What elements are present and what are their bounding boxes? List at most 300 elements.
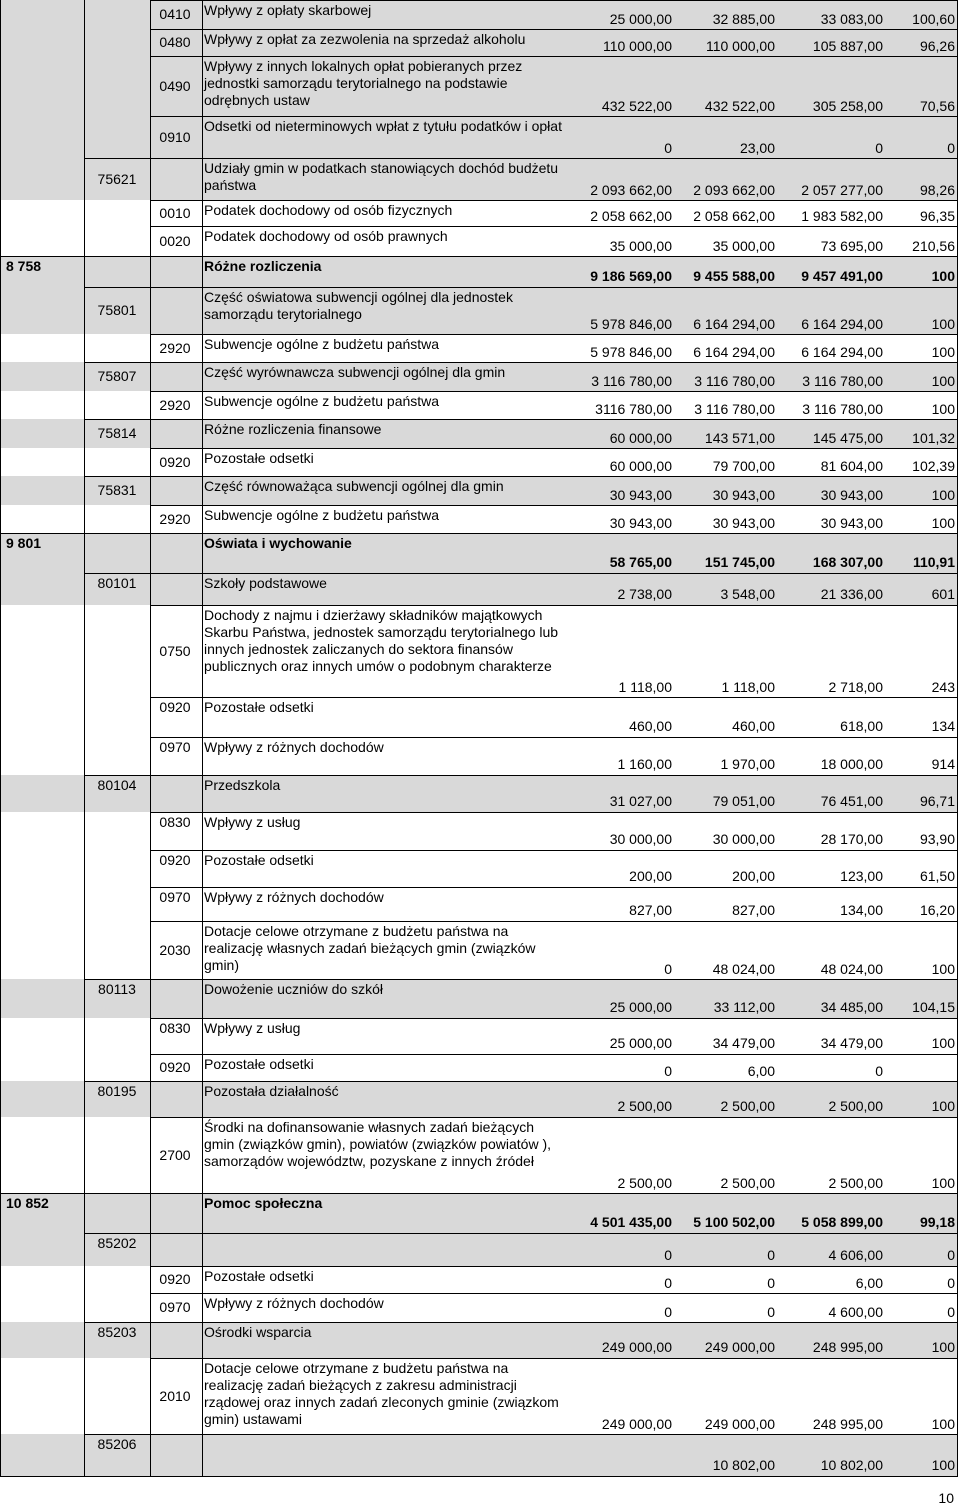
- value-execution: 3 116 780,00: [802, 373, 883, 389]
- value-plan-after-changes: 30 943,00: [712, 487, 775, 503]
- value-percent: 100: [931, 487, 955, 503]
- row-description: Subwencje ogólne z budżetu państwa: [204, 393, 440, 409]
- row-divider: [84, 362, 958, 363]
- value-plan: 249 000,00: [601, 1416, 672, 1432]
- chapter-code: 80101: [97, 575, 137, 591]
- row-description: Udziały gmin w podatkach stanowiących dochód budżetu państwa: [204, 160, 559, 193]
- value-percent: 100,60: [912, 11, 955, 27]
- row-description: Oświata i wychowanie: [204, 535, 352, 551]
- table-row: [0, 775, 958, 812]
- row-divider: [150, 505, 958, 506]
- value-plan: 827,00: [629, 902, 672, 918]
- value-percent: 100: [931, 1416, 955, 1432]
- row-description: Pomoc społeczna: [204, 1195, 323, 1211]
- row-divider: [150, 1358, 958, 1359]
- row-description: Dowożenie uczniów do szkół: [204, 981, 383, 997]
- value-execution: 33 083,00: [820, 11, 883, 27]
- column-divider: [202, 0, 203, 1476]
- value-percent: 110,91: [912, 554, 955, 570]
- row-divider: [150, 56, 958, 57]
- row-description: Wpływy z usług: [204, 814, 301, 830]
- value-execution: 248 995,00: [812, 1339, 883, 1355]
- value-percent: 0: [947, 140, 955, 156]
- value-percent: 0: [947, 1247, 955, 1263]
- value-percent: 99,18: [919, 1214, 955, 1230]
- value-plan: 35 000,00: [609, 238, 672, 254]
- table-row: [0, 391, 958, 419]
- value-plan-after-changes: 151 745,00: [704, 554, 775, 570]
- row-description: Wpływy z różnych dochodów: [204, 1295, 384, 1311]
- value-plan-after-changes: 3 116 780,00: [694, 401, 775, 417]
- value-plan: 3116 780,00: [595, 401, 672, 417]
- value-plan-after-changes: 0: [767, 1275, 775, 1291]
- paragraph-code: 2030: [159, 942, 191, 958]
- value-percent: 243: [931, 679, 955, 695]
- value-plan-after-changes: 3 116 780,00: [694, 373, 775, 389]
- value-percent: 96,35: [919, 208, 955, 224]
- row-divider: [84, 158, 958, 159]
- table-row: [0, 887, 958, 921]
- value-execution: 305 258,00: [812, 98, 883, 114]
- value-plan-after-changes: 35 000,00: [712, 238, 775, 254]
- row-divider: [84, 287, 958, 288]
- chapter-code: 80113: [98, 981, 136, 997]
- paragraph-code: 0920: [159, 1059, 191, 1075]
- section-code: 10 852: [6, 1195, 49, 1211]
- row-description: Pozostałe odsetki: [204, 450, 314, 466]
- value-plan-after-changes: 2 058 662,00: [693, 208, 775, 224]
- row-description: Wpływy z różnych dochodów: [204, 889, 384, 905]
- value-plan-after-changes: 33 112,00: [713, 999, 775, 1015]
- row-divider: [150, 334, 958, 335]
- value-percent: 0: [947, 1304, 955, 1320]
- value-plan: 30 943,00: [609, 515, 672, 531]
- table-row: [0, 226, 958, 256]
- paragraph-code: 0410: [159, 6, 191, 22]
- table-row: [0, 56, 958, 116]
- paragraph-code: 0830: [159, 814, 191, 830]
- row-divider: [0, 533, 958, 534]
- value-execution: 6,00: [855, 1275, 883, 1291]
- value-execution: 30 943,00: [820, 515, 883, 531]
- value-execution: 2 500,00: [828, 1098, 883, 1114]
- value-plan-after-changes: 1 118,00: [721, 679, 775, 695]
- value-percent: 100: [931, 268, 955, 284]
- paragraph-code: 0010: [159, 205, 191, 221]
- value-execution: 145 475,00: [812, 430, 883, 446]
- value-percent: 210,56: [912, 238, 955, 254]
- table-row: [0, 29, 958, 56]
- row-divider: [150, 605, 958, 606]
- paragraph-code: 2700: [159, 1147, 191, 1163]
- value-plan-after-changes: 30 000,00: [712, 831, 775, 847]
- value-percent: 104,15: [912, 999, 955, 1015]
- value-plan: 1 160,00: [617, 756, 672, 772]
- value-percent: 98,26: [919, 182, 955, 198]
- value-plan: 25 000,00: [609, 999, 672, 1015]
- value-percent: 100: [931, 1035, 955, 1051]
- value-plan: 31 027,00: [609, 793, 672, 809]
- table-bottom-border: [0, 1476, 958, 1477]
- row-description: Dotacje celowe otrzymane z budżetu państwa na realizację zadań bieżących z zakresu administracji rządowej oraz innych zadań zleconych gminie (związkom gmin) ustawami: [204, 1360, 559, 1427]
- table-row: [0, 1233, 958, 1266]
- value-plan-after-changes: 432 522,00: [704, 98, 775, 114]
- value-plan-after-changes: 249 000,00: [704, 1416, 775, 1432]
- paragraph-code: 2920: [159, 397, 191, 413]
- value-plan-after-changes: 2 093 662,00: [693, 182, 775, 198]
- table-row: [0, 158, 958, 200]
- value-execution: 73 695,00: [820, 238, 883, 254]
- value-execution: 134,00: [840, 902, 883, 918]
- chapter-code: 85202: [97, 1235, 137, 1251]
- value-plan-after-changes: 48 024,00: [712, 961, 775, 977]
- value-plan: 25 000,00: [609, 11, 672, 27]
- value-execution: 30 943,00: [820, 487, 883, 503]
- table-row: [0, 573, 958, 605]
- value-percent: 61,50: [919, 868, 955, 884]
- table-row: [0, 1117, 958, 1193]
- row-description: Subwencje ogólne z budżetu państwa: [204, 336, 440, 352]
- value-plan: 249 000,00: [601, 1339, 672, 1355]
- value-execution: 34 485,00: [820, 999, 883, 1015]
- value-percent: 16,20: [919, 902, 955, 918]
- value-plan: 30 000,00: [609, 831, 672, 847]
- value-plan: 5 978 846,00: [590, 316, 672, 332]
- paragraph-code: 0970: [159, 889, 191, 905]
- row-divider: [150, 226, 958, 227]
- value-execution: 2 718,00: [828, 679, 883, 695]
- value-percent: 96,26: [919, 38, 955, 54]
- row-divider: [84, 573, 958, 574]
- value-plan-after-changes: 143 571,00: [704, 430, 775, 446]
- value-execution: 21 336,00: [820, 586, 883, 602]
- chapter-code: 75801: [97, 302, 137, 318]
- table-row: [0, 533, 958, 573]
- row-divider: [150, 697, 958, 698]
- value-plan: 30 943,00: [609, 487, 672, 503]
- value-execution: 2 500,00: [828, 1175, 883, 1191]
- table-row: [0, 0, 958, 29]
- row-description: Wpływy z różnych dochodów: [204, 739, 384, 755]
- table-row: [0, 448, 958, 476]
- value-execution: 168 307,00: [812, 554, 883, 570]
- value-plan-after-changes: 200,00: [732, 868, 775, 884]
- value-percent: 100: [931, 1457, 955, 1473]
- chapter-code: 75814: [97, 425, 137, 441]
- table-row: [0, 1054, 958, 1081]
- paragraph-code: 2010: [159, 1388, 191, 1404]
- value-execution: 6 164 294,00: [801, 344, 883, 360]
- paragraph-code: 0920: [159, 699, 191, 715]
- value-plan-after-changes: 2 500,00: [720, 1098, 775, 1114]
- value-plan: 0: [664, 1275, 672, 1291]
- value-plan: 58 765,00: [609, 554, 672, 570]
- value-plan: 0: [664, 1247, 672, 1263]
- value-percent: 100: [931, 1175, 955, 1191]
- value-plan-after-changes: 9 455 588,00: [693, 268, 775, 284]
- value-percent: 100: [931, 1339, 955, 1355]
- value-percent: 96,71: [919, 793, 955, 809]
- chapter-code: 85203: [97, 1324, 137, 1340]
- value-plan: 2 500,00: [617, 1098, 672, 1114]
- paragraph-code: 0910: [159, 129, 191, 145]
- table-row: [0, 697, 958, 737]
- table-row: [0, 812, 958, 850]
- table-row: [0, 116, 958, 158]
- value-plan-after-changes: 79 051,00: [712, 793, 775, 809]
- value-percent: 100: [931, 961, 955, 977]
- row-divider: [150, 0, 958, 1]
- row-description: Pozostała działalność: [204, 1083, 339, 1099]
- section-code: 8 758: [6, 258, 42, 274]
- value-plan: 2 093 662,00: [590, 182, 672, 198]
- value-plan-after-changes: 79 700,00: [712, 458, 775, 474]
- value-plan: 5 978 846,00: [590, 344, 672, 360]
- row-description: Środki na dofinansowanie własnych zadań bieżących gmin (związków gmin), powiatów (związków powiatów ), samorządów województw, pozyskane z innych źródeł: [204, 1119, 551, 1169]
- row-divider: [150, 1293, 958, 1294]
- row-divider: [150, 887, 958, 888]
- value-plan: 0: [664, 961, 672, 977]
- table-row: [0, 1358, 958, 1434]
- row-divider: [84, 1322, 958, 1323]
- value-percent: 100: [931, 515, 955, 531]
- paragraph-code: 0970: [159, 1299, 191, 1315]
- value-plan-after-changes: 10 802,00: [712, 1457, 775, 1473]
- value-execution: 2 057 277,00: [801, 182, 883, 198]
- row-description: Subwencje ogólne z budżetu państwa: [204, 507, 440, 523]
- value-percent: 101,32: [912, 430, 955, 446]
- paragraph-code: 0490: [159, 78, 191, 94]
- value-plan-after-changes: 6 164 294,00: [693, 316, 775, 332]
- value-percent: 100: [931, 316, 955, 332]
- table-row: [0, 287, 958, 334]
- row-description: Wpływy z opłaty skarbowej: [204, 2, 372, 18]
- chapter-code: 80104: [97, 777, 137, 793]
- paragraph-code: 0920: [159, 1271, 191, 1287]
- value-execution: 9 457 491,00: [801, 268, 883, 284]
- row-divider: [150, 116, 958, 117]
- paragraph-code: 0750: [159, 643, 191, 659]
- chapter-code: 85206: [97, 1436, 137, 1452]
- row-description: Różne rozliczenia finansowe: [204, 421, 382, 437]
- paragraph-code: 2920: [159, 511, 191, 527]
- value-execution: 618,00: [840, 718, 883, 734]
- table-row: [0, 1081, 958, 1117]
- column-divider: [0, 0, 1, 1476]
- value-execution: 0: [875, 1063, 883, 1079]
- value-plan-after-changes: 23,00: [739, 140, 775, 156]
- value-execution: 123,00: [840, 868, 883, 884]
- row-divider: [150, 29, 958, 30]
- column-divider: [84, 0, 85, 1476]
- row-divider: [150, 1117, 958, 1118]
- row-description: Różne rozliczenia: [204, 258, 322, 274]
- row-description: Podatek dochodowy od osób fizycznych: [204, 202, 453, 218]
- value-plan: 432 522,00: [601, 98, 672, 114]
- value-percent: 601: [931, 586, 955, 602]
- row-divider: [150, 737, 958, 738]
- row-divider: [0, 1193, 958, 1194]
- value-plan: 60 000,00: [609, 430, 672, 446]
- row-description: Wpływy z opłat za zezwolenia na sprzedaż alkoholu: [204, 31, 526, 47]
- row-description: Przedszkola: [204, 777, 281, 793]
- row-divider: [150, 1266, 958, 1267]
- row-description: Podatek dochodowy od osób prawnych: [204, 228, 448, 244]
- row-description: Wpływy z usług: [204, 1020, 301, 1036]
- row-divider: [150, 1018, 958, 1019]
- table-row: [0, 605, 958, 697]
- paragraph-code: 0920: [159, 454, 191, 470]
- value-plan: 460,00: [629, 718, 672, 734]
- value-plan-after-changes: 6,00: [747, 1063, 775, 1079]
- value-plan: 200,00: [629, 868, 672, 884]
- value-plan-after-changes: 460,00: [732, 718, 775, 734]
- table-row: [0, 419, 958, 448]
- value-execution: 76 451,00: [820, 793, 883, 809]
- row-description: Część oświatowa subwencji ogólnej dla jednostek samorządu terytorialnego: [204, 289, 513, 322]
- value-percent: 0: [947, 1275, 955, 1291]
- value-percent: 134: [931, 718, 955, 734]
- value-plan-after-changes: 249 000,00: [704, 1339, 775, 1355]
- paragraph-code: 0480: [159, 34, 191, 50]
- chapter-code: 75621: [97, 171, 137, 187]
- row-divider: [0, 256, 958, 257]
- value-percent: 93,90: [919, 831, 955, 847]
- value-plan-after-changes: 3 548,00: [720, 586, 775, 602]
- value-percent: 100: [931, 344, 955, 360]
- value-plan-after-changes: 30 943,00: [712, 515, 775, 531]
- value-plan-after-changes: 5 100 502,00: [693, 1214, 775, 1230]
- value-plan: 60 000,00: [609, 458, 672, 474]
- value-percent: 70,56: [919, 98, 955, 114]
- value-plan-after-changes: 0: [767, 1247, 775, 1263]
- row-divider: [84, 1081, 958, 1082]
- table-row: [0, 362, 958, 391]
- value-execution: 48 024,00: [820, 961, 883, 977]
- value-execution: 6 164 294,00: [801, 316, 883, 332]
- table-row: [0, 1266, 958, 1293]
- row-divider: [150, 812, 958, 813]
- table-row: [0, 200, 958, 226]
- table-row: [0, 1193, 958, 1233]
- row-divider: [150, 850, 958, 851]
- value-plan-after-changes: 6 164 294,00: [693, 344, 775, 360]
- value-percent: 100: [931, 401, 955, 417]
- table-row: [0, 1018, 958, 1054]
- value-plan-after-changes: 32 885,00: [712, 11, 775, 27]
- chapter-code: 75831: [97, 482, 137, 498]
- table-row: [0, 505, 958, 533]
- value-plan: 0: [664, 1304, 672, 1320]
- row-description: Pozostałe odsetki: [204, 852, 314, 868]
- table-row: [0, 1322, 958, 1358]
- row-divider: [84, 419, 958, 420]
- chapter-code: 75807: [97, 368, 137, 384]
- value-plan: 2 738,00: [617, 586, 672, 602]
- table-row: [0, 1293, 958, 1322]
- value-plan: 9 186 569,00: [590, 268, 672, 284]
- column-divider: [150, 0, 151, 1476]
- row-description: Część równoważąca subwencji ogólnej dla gmin: [204, 478, 504, 494]
- value-execution: 3 116 780,00: [802, 401, 883, 417]
- value-plan-after-changes: 0: [767, 1304, 775, 1320]
- value-percent: 100: [931, 1098, 955, 1114]
- value-plan: 0: [664, 1063, 672, 1079]
- paragraph-code: 2920: [159, 340, 191, 356]
- row-description: Dochody z najmu i dzierżawy składników majątkowych Skarbu Państwa, jednostek samorządu terytorialnego lub innych jednostek zaliczanych do sektora finansów publicznych oraz innych umów o podobnym charakterze: [204, 607, 559, 674]
- paragraph-code: 0920: [159, 852, 191, 868]
- value-plan: 25 000,00: [609, 1035, 672, 1051]
- value-plan: 3 116 780,00: [591, 373, 672, 389]
- page-number: 10: [938, 1490, 954, 1506]
- chapter-code: 80195: [97, 1083, 137, 1099]
- table-row: [0, 256, 958, 287]
- row-divider: [150, 448, 958, 449]
- row-description: Ośrodki wsparcia: [204, 1324, 312, 1340]
- value-plan-after-changes: 827,00: [732, 902, 775, 918]
- value-execution: 5 058 899,00: [801, 1214, 883, 1230]
- row-description: Szkoły podstawowe: [204, 575, 327, 591]
- row-divider: [84, 1434, 958, 1435]
- value-execution: 34 479,00: [820, 1035, 883, 1051]
- row-divider: [150, 921, 958, 922]
- row-description: Wpływy z innych lokalnych opłat pobieranych przez jednostki samorządu terytorialnego na podstawie odrębnych ustaw: [204, 58, 523, 108]
- value-plan-after-changes: 110 000,00: [705, 38, 775, 54]
- value-plan: 110 000,00: [602, 38, 672, 54]
- value-plan-after-changes: 34 479,00: [712, 1035, 775, 1051]
- table-row: [0, 476, 958, 505]
- value-percent: 914: [931, 756, 955, 772]
- row-description: Pozostałe odsetki: [204, 1056, 314, 1072]
- value-plan: 0: [664, 140, 672, 156]
- value-plan: 2 500,00: [617, 1175, 672, 1191]
- value-execution: 4 600,00: [828, 1304, 883, 1320]
- value-plan: 1 118,00: [618, 679, 672, 695]
- paragraph-code: 0020: [159, 233, 191, 249]
- table-row: [0, 979, 958, 1018]
- row-divider: [150, 200, 958, 201]
- value-plan-after-changes: 2 500,00: [720, 1175, 775, 1191]
- row-description: Odsetki od nieterminowych wpłat z tytułu podatków i opłat: [204, 118, 562, 134]
- value-execution: 105 887,00: [812, 38, 883, 54]
- value-execution: 0: [875, 140, 883, 156]
- row-divider: [150, 1054, 958, 1055]
- value-percent: 100: [931, 373, 955, 389]
- table-row: [0, 334, 958, 362]
- value-plan: 2 058 662,00: [590, 208, 672, 224]
- row-divider: [84, 476, 958, 477]
- row-description: Część wyrównawcza subwencji ogólnej dla gmin: [204, 364, 506, 380]
- table-row: [0, 850, 958, 887]
- section-code: 9 801: [6, 535, 42, 551]
- row-description: Dotacje celowe otrzymane z budżetu państwa na realizację własnych zadań bieżących gmin (związków gmin): [204, 923, 536, 973]
- paragraph-code: 0970: [159, 739, 191, 755]
- row-divider: [84, 979, 958, 980]
- value-execution: 81 604,00: [820, 458, 883, 474]
- row-divider: [150, 391, 958, 392]
- value-execution: 1 983 582,00: [801, 208, 883, 224]
- value-execution: 4 606,00: [828, 1247, 883, 1263]
- table-row: [0, 921, 958, 979]
- row-divider: [84, 1233, 958, 1234]
- value-plan: 4 501 435,00: [590, 1214, 672, 1230]
- value-execution: 28 170,00: [820, 831, 883, 847]
- table-row: [0, 737, 958, 775]
- value-execution: 248 995,00: [812, 1416, 883, 1432]
- row-description: Pozostałe odsetki: [204, 699, 314, 715]
- paragraph-code: 0830: [159, 1020, 191, 1036]
- value-plan-after-changes: 1 970,00: [720, 756, 775, 772]
